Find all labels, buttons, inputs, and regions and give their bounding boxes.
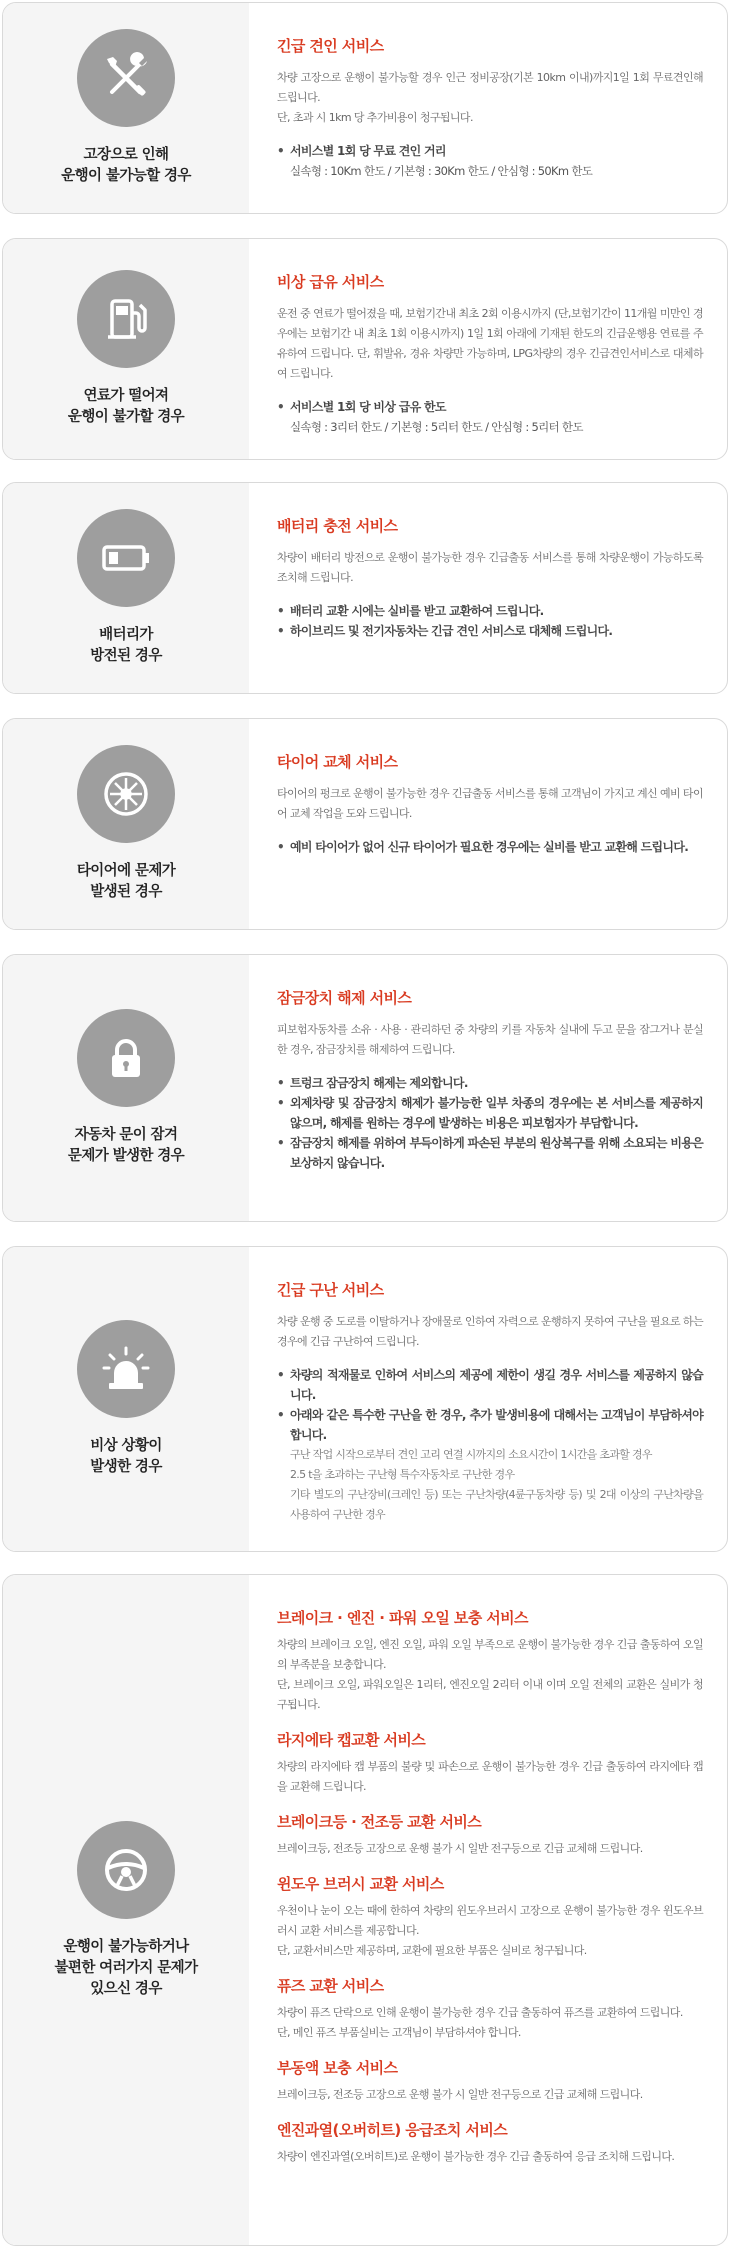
service-note — [277, 1093, 703, 1133]
card-content — [249, 955, 727, 1221]
service-description: 차량의 브레이크 오일, 엔진 오일, 파워 오일 부족으로 운행이 불가능한 경우 긴급 출동하여 오일의 부족분을 보충합니다. 단, 브레이크 오일, 파워오일은 1리터, 엔진오일 2리터 이내 이며 오일 전체의 교환은 실비가 청구됩니다. — [277, 1638, 703, 1711]
icon-circle — [77, 509, 175, 607]
service-title: 브레이크등 · 전조등 교환 서비스 — [277, 1813, 482, 1831]
service-note — [277, 1365, 703, 1405]
card-condition-panel — [3, 483, 249, 693]
service-card — [2, 2, 728, 214]
card-condition-panel — [3, 1247, 249, 1551]
service-note-text: 외제차량 및 잠금장치 해제가 불가능한 일부 차종의 경우에는 본 서비스를 제공하지 않으며, 해제를 원하는 경우에 발생하는 비용은 피보험자가 부담합니다. — [290, 1096, 703, 1130]
condition-line: 타이어에 문제가 — [76, 863, 176, 879]
service-title: 라지에타 캡교환 서비스 — [277, 1731, 426, 1749]
service-note-text: 하이브리드 및 전기자동차는 긴급 견인 서비스로 대체해 드립니다. — [290, 624, 613, 638]
service-note — [277, 837, 703, 857]
condition-label — [90, 625, 161, 667]
condition-line: 운행이 불가할 경우 — [67, 409, 185, 425]
service-title: 브레이크 · 엔진 · 파워 오일 보충 서비스 — [277, 1609, 528, 1627]
service-note-text: 예비 타이어가 없어 신규 타이어가 필요한 경우에는 실비를 받고 교환해 드립니다. — [290, 840, 689, 854]
emergency-siren-icon — [98, 1341, 154, 1397]
service-card — [2, 954, 728, 1222]
service-notes — [277, 397, 703, 437]
service-description: 운전 중 연료가 떨어졌을 때, 보험기간내 최초 2회 이용시까지 (단,보험기간이 11개월 미만인 경우에는 보험기간 내 최초 1회 이용시까지) 1일 1회 아래에 기재된 한도의 긴급운행용 연료를 주유하여 드립니다. 단, 휘발유, 경유 차량만 가능하며, LPG차량의 경우 긴급견인서비스로 대체하여 드립니다. — [277, 307, 703, 380]
service-description: 차량 고장으로 운행이 불가능할 경우 인근 정비공장(기본 10km 이내)까지1일 1회 무료견인해 드립니다. 단, 초과 시 1km 당 추가비용이 청구됩니다. — [277, 71, 703, 124]
service-limit-detail: 실속형 : 3리터 한도 / 기본형 : 5리터 한도 / 안심형 : 5리터 한도 — [290, 420, 583, 434]
padlock-icon — [98, 1030, 154, 1086]
icon-circle — [77, 1821, 175, 1919]
service-description: 브레이크등, 전조등 고장으로 운행 불가 시 일반 전구등으로 긴급 교체해 드립니다. — [277, 1842, 643, 1855]
service-description: 차량이 엔진과열(오버히트)로 운행이 불가능한 경우 긴급 출동하여 응급 조치해 드립니다. — [277, 2150, 675, 2163]
service-title: 윈도우 브러시 교환 서비스 — [277, 1875, 444, 1893]
card-condition-panel — [3, 239, 249, 459]
service-title: 긴급 구난 서비스 — [277, 1281, 384, 1299]
card-condition-panel — [3, 3, 249, 213]
condition-line: 운행이 불가능하거나 — [63, 1938, 189, 1955]
service-title: 부동액 보충 서비스 — [277, 2059, 398, 2077]
service-note — [277, 397, 703, 437]
service-title: 긴급 견인 서비스 — [277, 37, 384, 55]
service-note — [277, 141, 703, 181]
condition-line: 문제가 발생한 경우 — [67, 1148, 185, 1164]
service-description: 우천이나 눈이 오는 때에 한하여 차량의 윈도우브러시 고장으로 운행이 불가능한 경우 윈도우브러시 교환 서비스를 제공합니다. 단, 교환서비스만 제공하며, 교환에 필요한 부품은 실비로 청구됩니다. — [277, 1904, 703, 1957]
service-description: 피보험자동차를 소유 · 사용 · 관리하던 중 차량의 키를 자동차 실내에 두고 문을 잠그거나 분실한 경우, 잠금장치를 해제하여 드립니다. — [277, 1023, 703, 1056]
service-title: 배터리 충전 서비스 — [277, 517, 398, 535]
service-description: 차량이 퓨즈 단락으로 인해 운행이 불가능한 경우 긴급 출동하여 퓨즈를 교환하여 드립니다. 단, 메인 퓨즈 부품실비는 고객님이 부담하셔야 합니다. — [277, 2006, 683, 2039]
condition-line: 비상 상황이 — [90, 1438, 162, 1454]
service-note — [277, 621, 703, 641]
service-note-text: 서비스별 1회 당 무료 견인 거리 — [290, 144, 446, 158]
service-description: 브레이크등, 전조등 고장으로 운행 불가 시 일반 전구등으로 긴급 교체해 드립니다. — [277, 2088, 643, 2101]
card-content — [249, 3, 727, 213]
card-condition-panel — [3, 955, 249, 1221]
icon-circle — [77, 1009, 175, 1107]
service-extra-note: 구난 작업 시작으로부터 견인 고리 연결 시까지의 소요시간이 1시간을 초과할 경우 2.5 t을 초과하는 구난형 특수자동차로 구난한 경우 기타 별도의 구난장비(크레인 등) 또는 구난차량(4륜구동차량 등) 및 2대 이상의 구난차량을 사용하여 구난한 경우 — [290, 1448, 703, 1521]
service-notes — [277, 141, 703, 181]
card-content — [249, 719, 727, 929]
service-title: 비상 급유 서비스 — [277, 273, 384, 291]
condition-line: 발생된 경우 — [90, 884, 162, 900]
service-note-text: 아래와 같은 특수한 구난을 한 경우, 추가 발생비용에 대해서는 고객님이 부담하셔야 합니다. — [290, 1408, 703, 1442]
service-note-text: 차량의 적재물로 인하여 서비스의 제공에 제한이 생길 경우 서비스를 제공하지 않습니다. — [290, 1368, 703, 1402]
service-notes — [277, 837, 703, 857]
icon-circle — [77, 1320, 175, 1418]
tire-icon — [98, 766, 154, 822]
service-note — [277, 1073, 703, 1093]
steering-wheel-icon — [98, 1842, 154, 1898]
condition-line: 배터리가 — [99, 627, 153, 643]
service-title: 잠금장치 해제 서비스 — [277, 989, 412, 1007]
service-notes — [277, 1365, 703, 1525]
fuel-pump-icon — [98, 291, 154, 347]
service-title: 엔진과열(오버히트) 응급조치 서비스 — [277, 2121, 508, 2139]
condition-line: 방전된 경우 — [90, 648, 162, 664]
condition-line: 연료가 떨어져 — [83, 388, 169, 404]
service-note-text: 트렁크 잠금장치 해제는 제외합니다. — [290, 1076, 468, 1090]
card-content — [249, 1247, 727, 1551]
service-note — [277, 1133, 703, 1173]
service-description: 차량 운행 중 도로를 이탈하거나 장애물로 인하여 자력으로 운행하지 못하여 구난을 필요로 하는 경우에 긴급 구난하여 드립니다. — [277, 1315, 703, 1348]
service-title: 타이어 교체 서비스 — [277, 753, 398, 771]
condition-label — [68, 1125, 184, 1167]
condition-label — [61, 145, 191, 187]
service-card — [2, 238, 728, 460]
service-note — [277, 601, 703, 621]
condition-label — [68, 386, 184, 428]
icon-circle — [77, 270, 175, 368]
service-description: 차량의 라지에타 캡 부품의 불량 및 파손으로 운행이 불가능한 경우 긴급 출동하여 라지에타 캡을 교환해 드립니다. — [277, 1760, 703, 1793]
service-card — [2, 482, 728, 694]
service-description: 차량이 배터리 방전으로 운행이 불가능한 경우 긴급출동 서비스를 통해 차량운행이 가능하도록 조치해 드립니다. — [277, 551, 703, 584]
service-note-text: 잠금장치 해제를 위하여 부득이하게 파손된 부분의 원상복구를 위해 소요되는 비용은 보상하지 않습니다. — [290, 1136, 703, 1170]
condition-line: 자동차 문이 잠겨 — [74, 1127, 178, 1143]
condition-line: 불편한 여러가지 문제가 — [54, 1959, 198, 1976]
condition-line: 있으신 경우 — [90, 1980, 162, 1997]
condition-label — [90, 1436, 161, 1478]
condition-label — [77, 861, 175, 903]
icon-circle — [77, 745, 175, 843]
card-condition-panel — [3, 719, 249, 929]
service-card — [2, 718, 728, 930]
card-content — [249, 483, 727, 693]
service-notes — [277, 1073, 703, 1173]
condition-line: 고장으로 인해 — [83, 147, 169, 163]
card-content — [249, 1575, 727, 2245]
condition-line: 운행이 불가능할 경우 — [61, 168, 191, 184]
service-limit-detail: 실속형 : 10Km 한도 / 기본형 : 30Km 한도 / 안심형 : 50Km 한도 — [290, 164, 593, 178]
service-note-text: 서비스별 1회 당 비상 급유 한도 — [290, 400, 446, 414]
service-title: 퓨즈 교환 서비스 — [277, 1977, 384, 1995]
service-note — [277, 1405, 703, 1525]
battery-icon — [98, 530, 154, 586]
service-card — [2, 1246, 728, 1552]
icon-circle — [77, 29, 175, 127]
card-content — [249, 239, 727, 459]
service-notes — [277, 601, 703, 641]
condition-line: 발생한 경우 — [90, 1459, 162, 1475]
wrench-screwdriver-icon — [98, 50, 154, 106]
service-note-text: 배터리 교환 시에는 실비를 받고 교환하여 드립니다. — [290, 604, 544, 618]
service-card — [2, 1574, 728, 2246]
card-condition-panel — [3, 1575, 249, 2245]
condition-label — [55, 1937, 198, 2000]
service-description: 타이어의 펑크로 운행이 불가능한 경우 긴급출동 서비스를 통해 고객님이 가지고 계신 예비 타이어 교체 작업을 도와 드립니다. — [277, 787, 703, 820]
